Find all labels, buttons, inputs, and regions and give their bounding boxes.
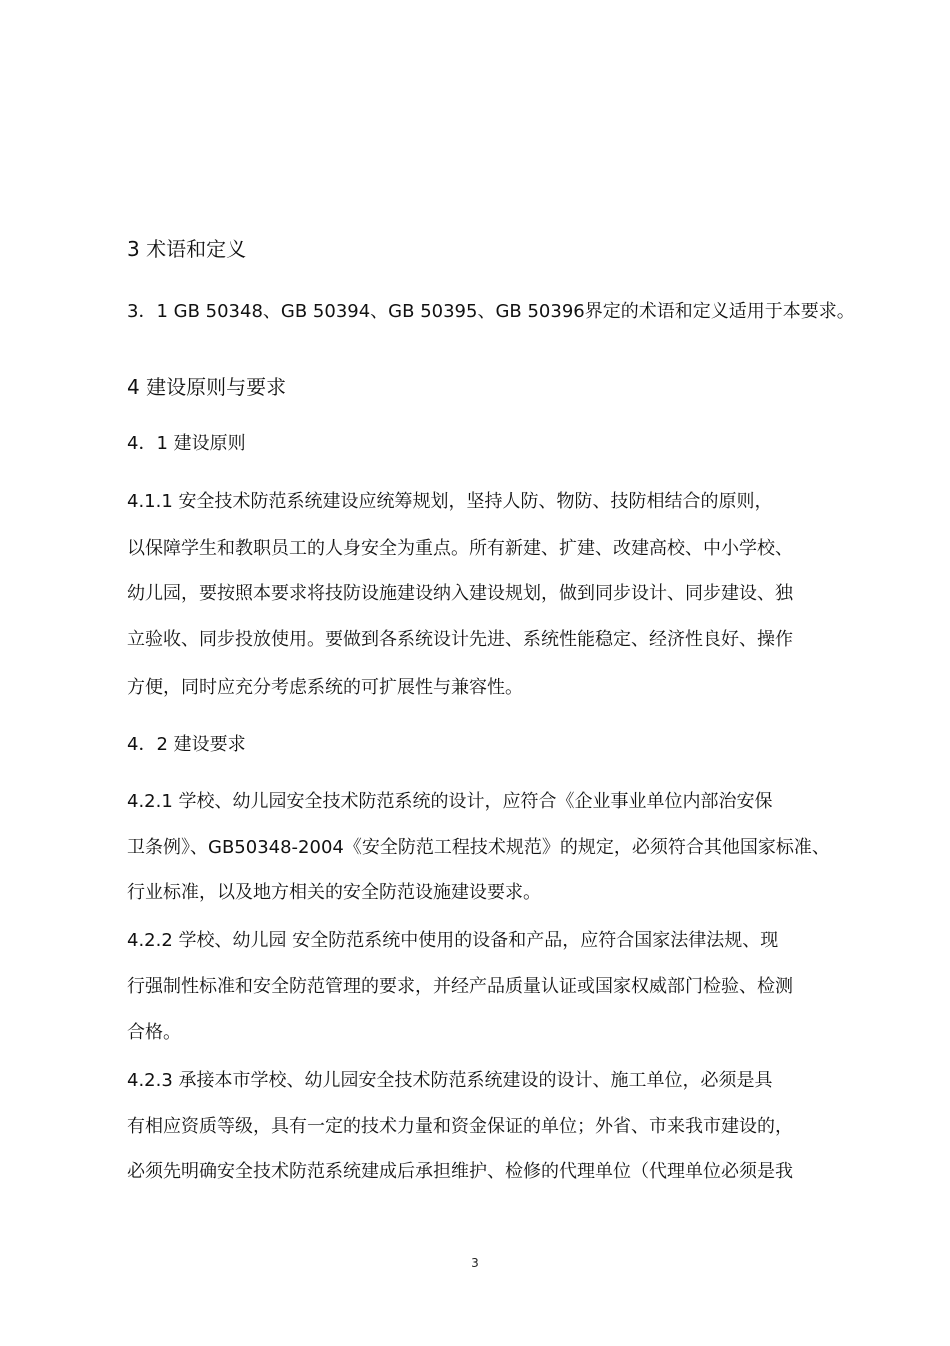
clause-4-2-2-line-2: 行强制性标准和安全防范管理的要求，并经产品质量认证或国家权威部门检验、检测 [127,976,793,997]
clause-4-2-1-line-1: 4.2.1 学校、幼儿园安全技术防范系统的设计，应符合《企业事业单位内部治安保 [127,791,773,812]
page-number: 3 [471,1256,479,1270]
clause-4-2-3-line-1: 4.2.3 承接本市学校、幼儿园安全技术防范系统建设的设计、施工单位，必须是具 [127,1070,773,1091]
clause-4-1-1-line-3: 幼儿园，要按照本要求将技防设施建设纳入建设规划，做到同步设计、同步建设、独 [127,583,793,604]
clause-4-2-1-line-3: 行业标准，以及地方相关的安全防范设施建设要求。 [127,882,541,903]
clause-4-2-3-line-3: 必须先明确安全技术防范系统建成后承担维护、检修的代理单位（代理单位必须是我 [127,1161,793,1182]
section-4-heading: 4 建设原则与要求 [127,375,287,399]
clause-4-2-3-line-2: 有相应资质等级，具有一定的技术力量和资金保证的单位；外省、市来我市建设的， [127,1116,793,1137]
clause-3-1: 3．1 GB 50348、GB 50394、GB 50395、GB 50396界定的术语和定义适用于本要求。 [127,301,855,322]
subsection-4-1-heading: 4．1 建设原则 [127,433,246,454]
subsection-4-2-heading: 4．2 建设要求 [127,734,246,755]
clause-4-2-2-line-3: 合格。 [127,1022,181,1043]
section-3-heading: 3 术语和定义 [127,237,247,261]
clause-4-1-1-line-2: 以保障学生和教职员工的人身安全为重点。所有新建、扩建、改建高校、中小学校、 [127,538,793,559]
clause-4-1-1-line-1: 4.1.1 安全技术防范系统建设应统筹规划，坚持人防、物防、技防相结合的原则， [127,491,773,512]
clause-4-2-1-line-2: 卫条例》、GB50348-2004《安全防范工程技术规范》的规定，必须符合其他国家标准、 [127,837,830,858]
clause-4-2-2-line-1: 4.2.2 学校、幼儿园 安全防范系统中使用的设备和产品，应符合国家法律法规、现 [127,930,779,951]
clause-4-1-1-line-5: 方便，同时应充分考虑系统的可扩展性与兼容性。 [127,677,523,698]
clause-4-1-1-line-4: 立验收、同步投放使用。要做到各系统设计先进、系统性能稳定、经济性良好、操作 [127,629,793,650]
